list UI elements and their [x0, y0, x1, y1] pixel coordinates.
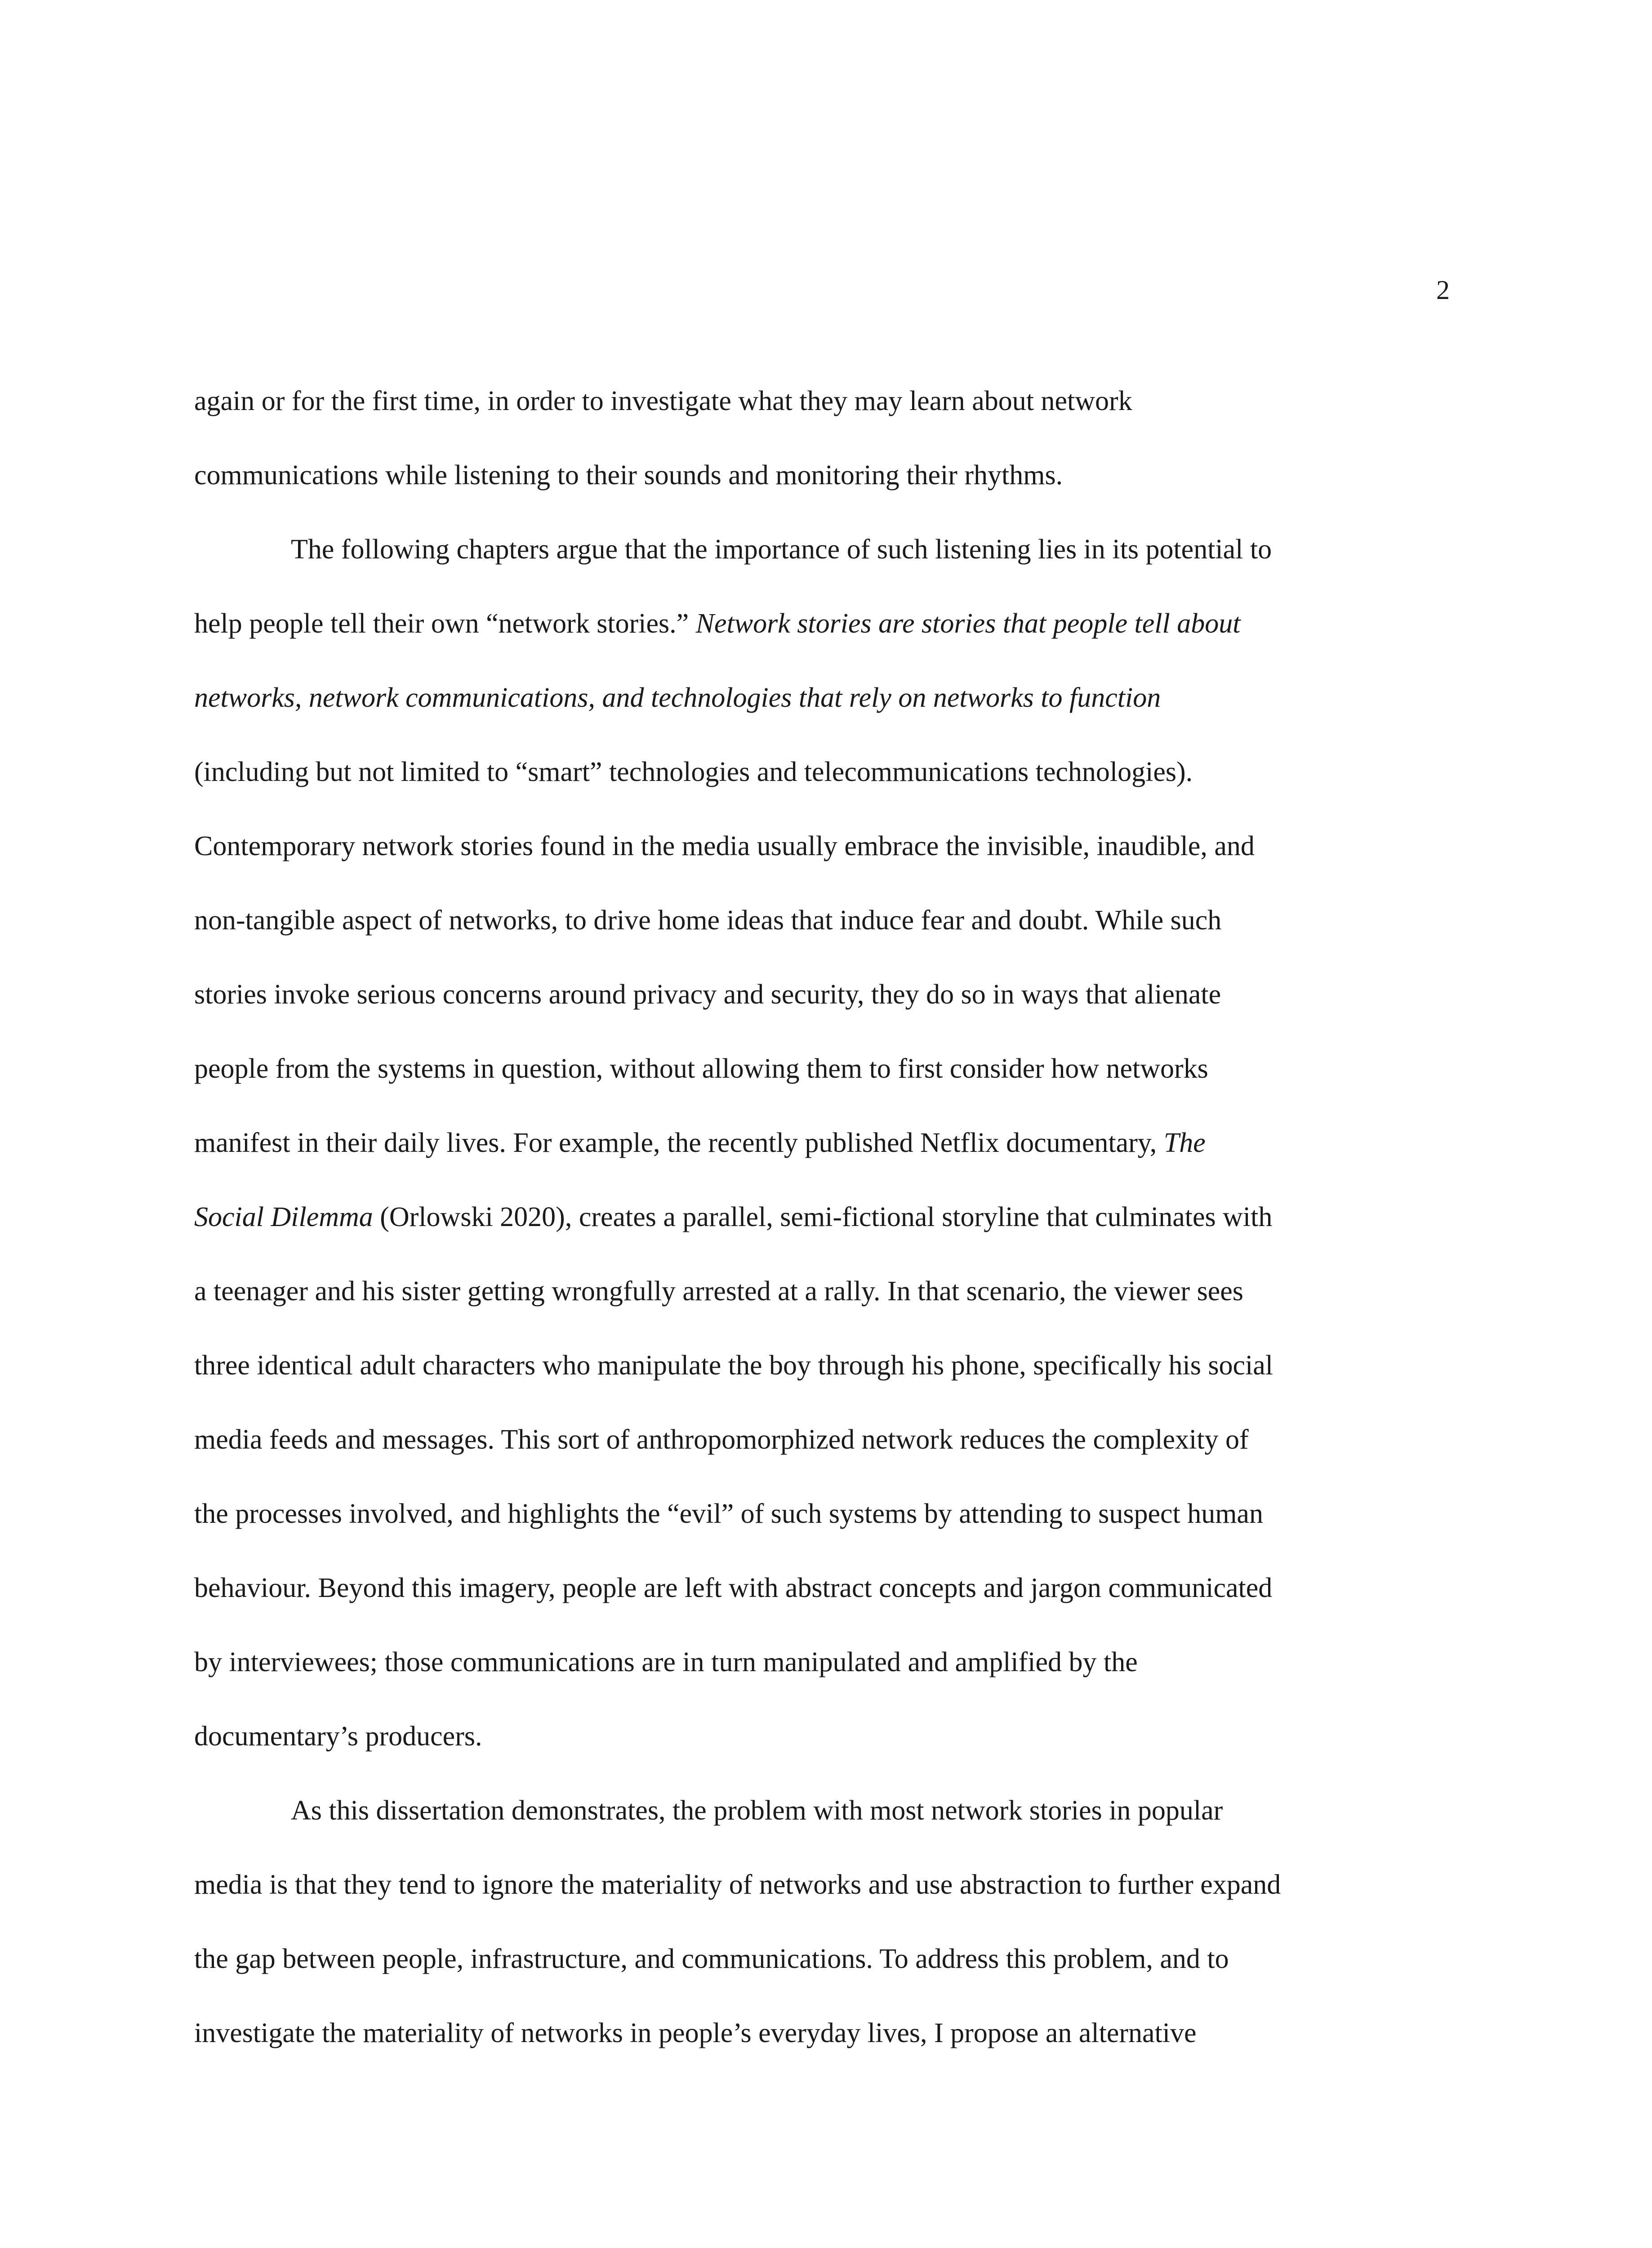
text-line: [194, 1106, 1453, 1180]
text-run: manifest in their daily lives. For example, the recently published Netflix documentary,: [194, 1128, 1164, 1158]
text-run: (Orlowski 2020), creates a parallel, semi-fictional storyline that culminates with: [373, 1202, 1273, 1232]
text-line: the gap between people, infrastructure, and communications. To address this problem, and to: [194, 1944, 1229, 1974]
text-line: by interviewees; those communications are in turn manipulated and amplified by the: [194, 1647, 1138, 1677]
text-line: communications while listening to their sounds and monitoring their rhythms.: [194, 460, 1063, 491]
text-line: non-tangible aspect of networks, to drive home ideas that induce fear and doubt. While such: [194, 905, 1222, 936]
text-line: [194, 587, 1453, 661]
text-line: people from the systems in question, without allowing them to first consider how networks: [194, 1053, 1208, 1084]
page-number: 2: [1436, 275, 1450, 305]
text-line: three identical adult characters who manipulate the boy through his phone, specifically his social: [194, 1350, 1274, 1381]
text-line: documentary’s producers.: [194, 1721, 482, 1752]
text-line: a teenager and his sister getting wrongfully arrested at a rally. In that scenario, the viewer sees: [194, 1276, 1243, 1307]
text-line: behaviour. Beyond this imagery, people are left with abstract concepts and jargon communicated: [194, 1573, 1273, 1603]
text-line: (including but not limited to “smart” technologies and telecommunications technologies).: [194, 757, 1193, 787]
text-line: [194, 661, 1453, 735]
text-line: stories invoke serious concerns around privacy and security, they do so in ways that alienate: [194, 979, 1221, 1010]
text-line: Contemporary network stories found in the media usually embrace the invisible, inaudible, and: [194, 831, 1255, 861]
text-line: media is that they tend to ignore the materiality of networks and use abstraction to further expand: [194, 1869, 1281, 1900]
italic-title: Social Dilemma: [194, 1202, 373, 1232]
document-body: [194, 364, 1453, 2070]
text-line: investigate the materiality of networks in people’s everyday lives, I propose an alternative: [194, 2018, 1197, 2048]
italic-title: The: [1163, 1128, 1206, 1158]
text-line: the processes involved, and highlights the “evil” of such systems by attending to suspect human: [194, 1499, 1263, 1529]
text-run: help people tell their own “network stories.”: [194, 608, 696, 639]
text-line: The following chapters argue that the importance of such listening lies in its potential to: [291, 534, 1272, 565]
text-line: media feeds and messages. This sort of anthropomorphized network reduces the complexity of: [194, 1424, 1249, 1455]
italic-definition: networks, network communications, and technologies that rely on networks to function: [194, 682, 1161, 713]
text-line: As this dissertation demonstrates, the problem with most network stories in popular: [291, 1795, 1223, 1826]
text-line: [194, 1180, 1453, 1254]
italic-definition: Network stories are stories that people tell about: [695, 608, 1241, 639]
text-line: again or for the first time, in order to investigate what they may learn about network: [194, 386, 1132, 416]
